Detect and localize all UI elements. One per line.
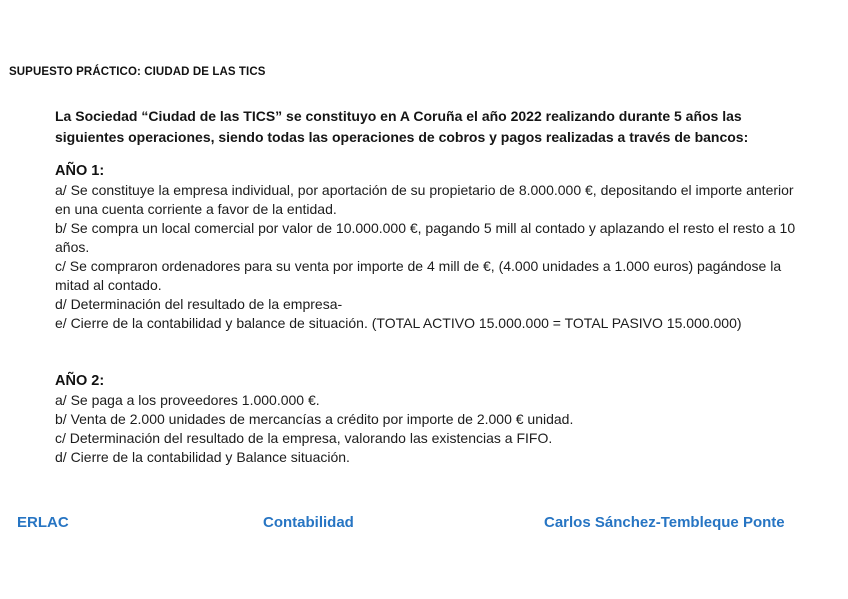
list-item: c/ Se compraron ordenadores para su venta por importe de 4 mill de €, (4.000 unidades a 1.000 euros) pagándose la mitad al contado. <box>55 258 782 293</box>
list-item: c/ Determinación del resultado de la empresa, valorando las existencias a FIFO. <box>55 430 553 446</box>
footer-author: Carlos Sánchez-Tembleque Ponte <box>544 514 785 531</box>
section-year-2 <box>55 371 803 467</box>
list-item: a/ Se constituye la empresa individual, por aportación de su propietario de 8.000.000 €, depositando el importe anterior en una cuenta corriente a favor de la entidad. <box>55 182 794 217</box>
section-year-1 <box>55 161 803 333</box>
footer-subject: Contabilidad <box>263 514 354 531</box>
list-item: e/ Cierre de la contabilidad y balance de situación. (TOTAL ACTIVO 15.000.000 = TOTAL PASIVO 15.000.000) <box>55 315 742 331</box>
section-heading-year-2: AÑO 2: <box>55 373 105 389</box>
section-heading-year-1: AÑO 1: <box>55 163 105 179</box>
list-item: b/ Venta de 2.000 unidades de mercancías a crédito por importe de 2.000 € unidad. <box>55 411 574 427</box>
list-item: a/ Se paga a los proveedores 1.000.000 €. <box>55 392 320 408</box>
footer-company: ERLAC <box>17 514 69 531</box>
list-item: d/ Cierre de la contabilidad y Balance situación. <box>55 449 350 465</box>
list-item: b/ Se compra un local comercial por valor de 10.000.000 €, pagando 5 mill al contado y aplazando el resto el resto a 10 años. <box>55 220 796 255</box>
list-item: d/ Determinación del resultado de la empresa- <box>55 296 343 312</box>
page-footer <box>0 514 848 536</box>
intro-paragraph: La Sociedad “Ciudad de las TICS” se constituyo en A Coruña el año 2022 realizando durante 5 años las siguientes operaciones, siendo todas las operaciones de cobros y pagos realizadas a través de bancos: <box>55 108 749 145</box>
page-title: SUPUESTO PRÁCTICO: CIUDAD DE LAS TICS <box>9 66 266 78</box>
